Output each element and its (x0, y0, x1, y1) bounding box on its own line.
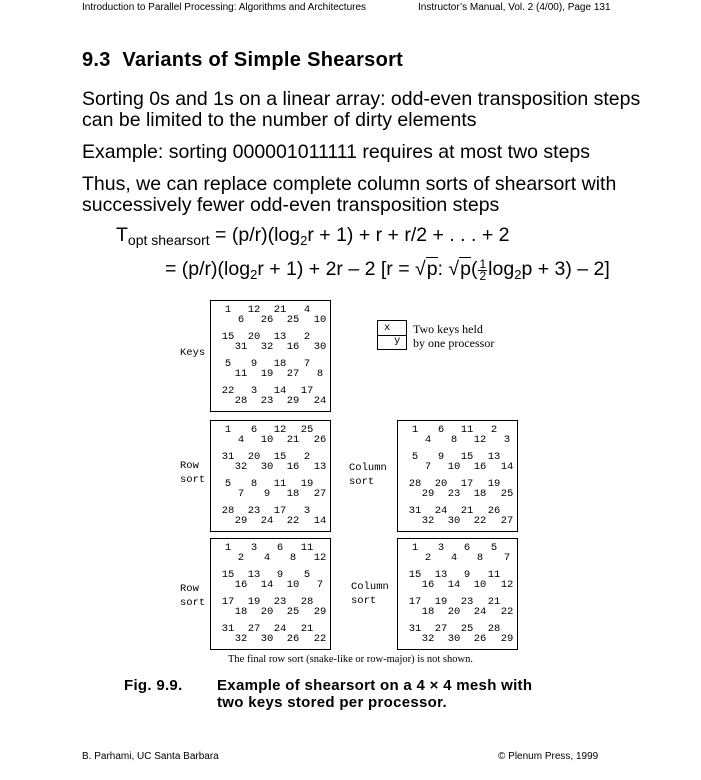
section-number: 9.3 (82, 49, 111, 71)
key-bottom: 30 (447, 515, 461, 527)
key-top: 19 (247, 596, 261, 608)
key-bottom: 7 (424, 461, 432, 473)
mesh-keys (210, 300, 331, 412)
key-bottom: 7 (503, 552, 511, 564)
key-bottom: 4 (450, 552, 458, 564)
caption-label: Fig. 9.9. (124, 677, 183, 694)
key-top: 6 (276, 542, 284, 554)
key-bottom: 21 (286, 434, 300, 446)
key-bottom: 10 (447, 461, 461, 473)
header-right: Instructor’s Manual, Vol. 2 (4/00), Page 131 (418, 2, 611, 13)
key-bottom: 27 (313, 488, 327, 500)
key-top: 15 (221, 569, 235, 581)
key-top: 5 (224, 478, 232, 490)
paragraph-3: Thus, we can replace complete column sorts of shearsort with successively fewer odd-even transposition steps (82, 173, 617, 216)
key-bottom: 29 (500, 633, 514, 645)
key-top: 31 (408, 505, 422, 517)
key-bottom: 13 (313, 461, 327, 473)
key-top: 20 (434, 478, 448, 490)
key-top: 8 (250, 478, 258, 490)
key-top: 21 (460, 505, 474, 517)
key-top: 9 (437, 451, 445, 463)
key-bottom: 4 (237, 434, 245, 446)
key-top: 28 (300, 596, 314, 608)
mesh-row-sort-2 (210, 538, 331, 650)
key-bottom: 16 (234, 579, 248, 591)
key-top: 17 (408, 596, 422, 608)
legend-x: x (384, 322, 391, 334)
key-top: 19 (434, 596, 448, 608)
key-top: 17 (273, 505, 287, 517)
key-top: 15 (460, 451, 474, 463)
key-top: 6 (437, 424, 445, 436)
key-top: 20 (247, 451, 261, 463)
key-top: 11 (300, 542, 314, 554)
key-top: 11 (273, 478, 287, 490)
key-top: 25 (300, 424, 314, 436)
footer-right: © Plenum Press, 1999 (498, 751, 599, 762)
key-top: 23 (460, 596, 474, 608)
key-top: 20 (247, 331, 261, 343)
key-bottom: 24 (313, 395, 327, 407)
key-top: 1 (224, 304, 232, 316)
key-top: 4 (303, 304, 311, 316)
key-bottom: 22 (473, 515, 487, 527)
key-top: 18 (273, 358, 287, 370)
key-bottom: 4 (263, 552, 271, 564)
legend-box (377, 320, 407, 350)
key-top: 27 (434, 623, 448, 635)
section-title-text: Variants of Simple Shearsort (122, 49, 404, 71)
key-bottom: 29 (234, 515, 248, 527)
legend-y: y (394, 335, 401, 347)
key-bottom: 24 (473, 606, 487, 618)
key-bottom: 8 (450, 434, 458, 446)
formula-line-1: $T_{opt shearsort} = (p/r)(\log_2r + 1) + r + r/2$ + . . . + 2 (116, 224, 510, 248)
label-sort-1: sort (180, 474, 206, 486)
label-sort-3: sort (180, 597, 206, 609)
key-top: 13 (487, 451, 501, 463)
key-bottom: 24 (260, 515, 274, 527)
key-top: 1 (224, 424, 232, 436)
key-top: 13 (273, 331, 287, 343)
key-bottom: 16 (421, 579, 435, 591)
key-bottom: 8 (316, 368, 324, 380)
key-top: 14 (273, 385, 287, 397)
key-bottom: 3 (503, 434, 511, 446)
key-top: 1 (224, 542, 232, 554)
key-bottom: 18 (286, 488, 300, 500)
key-bottom: 7 (237, 488, 245, 500)
key-bottom: 10 (313, 314, 327, 326)
key-top: 15 (408, 569, 422, 581)
key-bottom: 29 (313, 606, 327, 618)
key-bottom: 25 (286, 606, 300, 618)
key-top: 23 (273, 596, 287, 608)
key-top: 3 (250, 542, 258, 554)
key-top: 9 (276, 569, 284, 581)
key-top: 2 (303, 451, 311, 463)
key-bottom: 16 (286, 461, 300, 473)
key-top: 6 (250, 424, 258, 436)
key-top: 26 (487, 505, 501, 517)
key-bottom: 10 (473, 579, 487, 591)
key-top: 5 (411, 451, 419, 463)
key-top: 25 (460, 623, 474, 635)
key-top: 13 (247, 569, 261, 581)
key-top: 22 (221, 385, 235, 397)
key-bottom: 27 (286, 368, 300, 380)
key-bottom: 27 (500, 515, 514, 527)
key-top: 3 (303, 505, 311, 517)
key-bottom: 10 (260, 434, 274, 446)
key-bottom: 20 (447, 606, 461, 618)
key-top: 5 (224, 358, 232, 370)
key-bottom: 19 (260, 368, 274, 380)
key-bottom: 20 (260, 606, 274, 618)
key-bottom: 14 (260, 579, 274, 591)
key-bottom: 18 (234, 606, 248, 618)
key-bottom: 25 (286, 314, 300, 326)
key-bottom: 30 (447, 633, 461, 645)
key-bottom: 26 (313, 434, 327, 446)
key-top: 19 (487, 478, 501, 490)
key-bottom: 18 (473, 488, 487, 500)
key-top: 2 (490, 424, 498, 436)
key-bottom: 29 (421, 488, 435, 500)
label-row-2: Row (180, 583, 199, 595)
key-top: 7 (303, 358, 311, 370)
key-top: 23 (247, 505, 261, 517)
key-bottom: 22 (313, 633, 327, 645)
formula-line-2: = $(p/r)(\log_2r + 1) + 2r - 2$ [r = √p: √p( $\frac{1}{2}$ $\log_2p + 3) - 2$] (165, 257, 610, 283)
key-top: 6 (463, 542, 471, 554)
mesh-row-sort-1 (210, 420, 331, 532)
key-top: 9 (463, 569, 471, 581)
section-title (82, 49, 403, 72)
key-bottom: 30 (260, 461, 274, 473)
key-bottom: 32 (421, 633, 435, 645)
key-top: 9 (250, 358, 258, 370)
key-top: 21 (300, 623, 314, 635)
footer-left: B. Parhami, UC Santa Barbara (82, 751, 219, 762)
key-top: 21 (273, 304, 287, 316)
paragraph-1: Sorting 0s and 1s on a linear array: odd-even transposition steps can be limited to the number of dirty elements (82, 88, 641, 131)
key-top: 31 (221, 451, 235, 463)
key-top: 5 (490, 542, 498, 554)
key-bottom: 30 (313, 341, 327, 353)
key-bottom: 16 (473, 461, 487, 473)
key-bottom: 28 (234, 395, 248, 407)
mesh-column-sort-2 (397, 538, 518, 650)
key-top: 3 (250, 385, 258, 397)
key-top: 24 (273, 623, 287, 635)
key-bottom: 6 (237, 314, 245, 326)
key-top: 31 (408, 623, 422, 635)
label-sort-2: sort (349, 476, 375, 488)
figure-note: The final row sort (snake-like or row-major) is not shown. (228, 654, 473, 665)
key-bottom: 25 (500, 488, 514, 500)
key-bottom: 32 (234, 461, 248, 473)
key-bottom: 12 (313, 552, 327, 564)
key-bottom: 11 (234, 368, 248, 380)
key-top: 12 (273, 424, 287, 436)
key-bottom: 29 (286, 395, 300, 407)
key-bottom: 16 (286, 341, 300, 353)
key-top: 3 (437, 542, 445, 554)
key-top: 27 (247, 623, 261, 635)
key-bottom: 23 (260, 395, 274, 407)
key-bottom: 2 (237, 552, 245, 564)
mesh-column-sort-1 (397, 420, 518, 532)
key-bottom: 30 (260, 633, 274, 645)
key-top: 15 (273, 451, 287, 463)
key-bottom: 10 (286, 579, 300, 591)
key-bottom: 8 (289, 552, 297, 564)
key-bottom: 18 (421, 606, 435, 618)
key-bottom: 26 (260, 314, 274, 326)
key-bottom: 32 (421, 515, 435, 527)
key-bottom: 22 (500, 606, 514, 618)
key-bottom: 32 (234, 633, 248, 645)
label-row-1: Row (180, 460, 199, 472)
paragraph-2: Example: sorting 000001011111 requires at most two steps (82, 141, 591, 163)
key-bottom: 7 (316, 579, 324, 591)
key-bottom: 4 (424, 434, 432, 446)
key-bottom: 14 (313, 515, 327, 527)
key-bottom: 2 (424, 552, 432, 564)
key-top: 17 (300, 385, 314, 397)
key-top: 31 (221, 623, 235, 635)
key-bottom: 9 (263, 488, 271, 500)
key-bottom: 12 (500, 579, 514, 591)
key-top: 15 (221, 331, 235, 343)
key-bottom: 14 (447, 579, 461, 591)
label-keys: Keys (180, 347, 206, 359)
key-top: 24 (434, 505, 448, 517)
key-top: 17 (460, 478, 474, 490)
key-top: 28 (487, 623, 501, 635)
key-top: 19 (300, 478, 314, 490)
label-sort-4: sort (351, 595, 377, 607)
label-column-2: Column (351, 581, 389, 593)
key-top: 21 (487, 596, 501, 608)
key-bottom: 12 (473, 434, 487, 446)
key-top: 2 (303, 331, 311, 343)
key-top: 28 (221, 505, 235, 517)
label-column-1: Column (349, 462, 387, 474)
key-bottom: 26 (473, 633, 487, 645)
key-top: 1 (411, 542, 419, 554)
key-top: 5 (303, 569, 311, 581)
key-top: 13 (434, 569, 448, 581)
key-bottom: 32 (260, 341, 274, 353)
key-bottom: 26 (286, 633, 300, 645)
key-bottom: 8 (476, 552, 484, 564)
fraction-one-half: $\frac{1}{2}$ (479, 257, 487, 283)
key-bottom: 31 (234, 341, 248, 353)
key-bottom: 14 (500, 461, 514, 473)
key-top: 12 (247, 304, 261, 316)
key-top: 11 (460, 424, 474, 436)
key-top: 11 (487, 569, 501, 581)
header-left: Introduction to Parallel Processing: Algorithms and Architectures (82, 2, 367, 13)
key-top: 28 (408, 478, 422, 490)
key-bottom: 22 (286, 515, 300, 527)
key-top: 1 (411, 424, 419, 436)
key-top: 17 (221, 596, 235, 608)
key-bottom: 23 (447, 488, 461, 500)
legend-text: Two keys held by one processor (413, 322, 495, 350)
caption-text: Example of shearsort on a 4 × 4 mesh with two keys stored per processor. (217, 677, 533, 711)
